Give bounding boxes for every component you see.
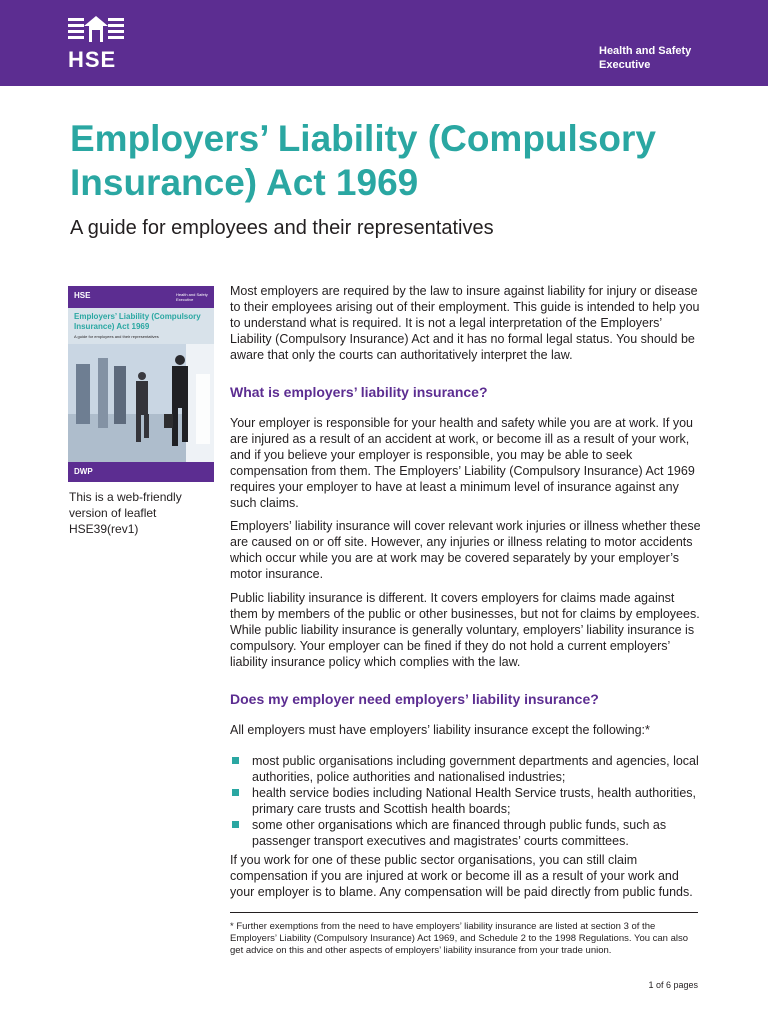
square-bullet-icon xyxy=(232,757,239,764)
list-item xyxy=(230,785,705,817)
cover-title: Employers’ Liability (Compulsory Insurance) Act 1969 xyxy=(74,312,201,331)
square-bullet-icon xyxy=(232,789,239,796)
header-banner xyxy=(0,0,768,86)
document-subtitle: A guide for employees and their representatives xyxy=(70,217,494,239)
page-number: 1 of 6 pages xyxy=(648,980,698,990)
list-item-text: some other organisations which are financed through public funds, such as passenger transport executives and magistrates’ courts committees. xyxy=(252,818,667,848)
cover-logo-text: HSE xyxy=(74,291,91,300)
footnote: * Further exemptions from the need to have employers’ liability insurance are listed at section 3 of the Employers’ Liability (Compulsory Insurance) Act 1969, and Schedule 2 to the 1998 Regulations. You can also get advice on this and other aspects of employers’ liability insurance from your trade union. xyxy=(230,921,689,956)
cover-footer-logo: DWP xyxy=(74,467,93,476)
exemptions-list xyxy=(230,753,705,849)
hse-logo-text: HSE xyxy=(68,47,117,72)
section-heading-does-employer-need: Does my employer need employers’ liability insurance? xyxy=(230,691,599,707)
organisation-name: Health and Safety Executive xyxy=(599,45,692,71)
section1-paragraph-3: Public liability insurance is different. It covers employers for claims made against them by members of the public or other businesses, but not for claims by employees. While public liability insurance is generally voluntary, employers’ liability insurance is compulsory. Your employer can be fined if they do not hold a current employers’ liability insurance policy which complies with the law. xyxy=(230,591,700,669)
section-heading-what-is: What is employers’ liability insurance? xyxy=(230,384,488,400)
list-item-text: most public organisations including government departments and agencies, local authorities, police authorities and nationalised industries; xyxy=(252,754,699,784)
cover-subtitle: A guide for employees and their representatives xyxy=(74,334,159,339)
intro-paragraph: Most employers are required by the law to insure against liability for injury or disease to their employees arising out of their employment. This guide is intended to help you to understand what is required. It is not a legal interpretation of the Employers’ Liability (Compulsory Insurance) Act and it has no formal legal status. You should be aware that only the courts can authoritatively interpret the law. xyxy=(230,284,700,362)
section1-paragraph-1: Your employer is responsible for your health and safety while you are at work. If you are injured as a result of an accident at work, or become ill as a result of your work, and if you believe your employer is responsible, you may be able to seek compensation from them. The Employers’ Liability (Compulsory Insurance) Act 1969 requires your employer to have at least a minimum level of insurance against any such claims. xyxy=(230,416,695,510)
list-item xyxy=(230,753,705,785)
list-item xyxy=(230,817,705,849)
list-item-text: health service bodies including National Health Service trusts, health authorities, primary care trusts and Scottish health boards; xyxy=(252,786,696,816)
section1-paragraph-2: Employers’ liability insurance will cover relevant work injuries or illness whether these are caused on or off site. However, any injuries or illness relating to motor accidents which occur while you are at work may be covered separately by your employer’s motor insurance. xyxy=(230,519,701,581)
cover-org-name: Health and Safety Executive xyxy=(176,292,208,302)
section2-paragraph-2: If you work for one of these public sector organisations, you can still claim compensation if you are injured at work or become ill as a result of your work and your employer is to blame. Any compensation will be paid directly from public funds. xyxy=(230,853,693,899)
square-bullet-icon xyxy=(232,821,239,828)
leaflet-cover-thumbnail xyxy=(68,286,214,482)
thumbnail-caption: This is a web-friendly version of leaflet HSE39(rev1) xyxy=(69,490,182,536)
cover-photo-commuters xyxy=(68,344,214,462)
footnote-divider xyxy=(230,912,698,913)
section2-paragraph-1: All employers must have employers’ liability insurance except the following:* xyxy=(230,723,650,737)
document-title: Employers’ Liability (Compulsory Insurance) Act 1969 xyxy=(70,118,656,203)
